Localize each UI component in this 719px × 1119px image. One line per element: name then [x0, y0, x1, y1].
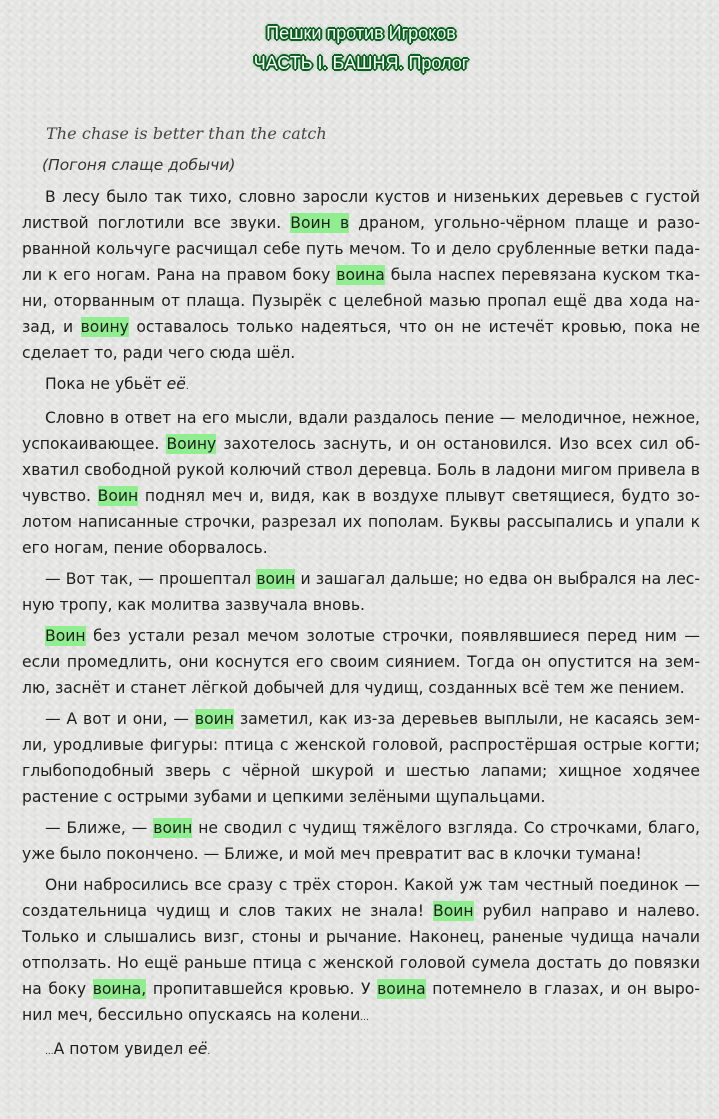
- ellipsis-mark: .: [185, 382, 189, 392]
- text-run: драном, угольно-чёрном плаще и разорванной кольчуге расчищал себе путь мечом. То и дело срубленные ветки падали к его ногам. Рана на правом боку: [22, 214, 700, 284]
- text-run: — Вот так, — прошептал: [45, 570, 257, 588]
- paragraph: [22, 371, 700, 400]
- text-run: Пока не убьёт: [45, 375, 167, 393]
- book-title: Пешки против Игроков: [266, 23, 456, 43]
- ellipsis-mark: ...: [45, 1047, 54, 1057]
- text-run: и зашагал дальше; но едва он выбрался на лесную тропу, как молитва зазвучала вновь.: [22, 570, 700, 614]
- highlighted-term: воина: [336, 266, 385, 284]
- paragraph: [22, 566, 700, 618]
- text-run: захотелось заснуть, и он остановился. Изо всех сил обхватил свободной рукой колючий ствол деревца. Боль в ладони мигом привела в чувство.: [22, 435, 700, 505]
- highlighted-term: воин: [194, 710, 234, 728]
- highlighted-term: Воин: [433, 902, 474, 920]
- epigraph-translation: (Погоня слаще добычи): [42, 156, 236, 174]
- text-run: пропитавшейся кровью. У: [146, 980, 378, 998]
- text-run: поднял меч и, видя, как в воздухе плывут светящиеся, будто золотом написанные строчки, разрезал их пополам. Буквы рассыпались и упали к его ногам, пение оборвалось.: [22, 487, 701, 557]
- chapter-body: [22, 184, 700, 1065]
- text-run: — Ближе, —: [45, 819, 154, 837]
- epigraph-english: The chase is better than the catch: [46, 124, 327, 143]
- highlighted-term: Воину: [166, 435, 217, 453]
- text-run: А потом увидел: [53, 1040, 189, 1058]
- text-run: Они набросились все сразу с трёх сторон. Какой уж там честный поединок — создательница чудищ и слов таких не знала!: [22, 876, 700, 920]
- paragraph: [22, 872, 700, 1031]
- paragraph: [22, 405, 700, 561]
- chapter-header: [22, 18, 700, 78]
- text-run: оставалось только надеяться, что он не истечёт кровью, пока не сделает то, ради чего сюда шёл.: [22, 318, 700, 362]
- ellipsis-mark: ...: [360, 1013, 369, 1023]
- highlighted-term: Воин: [97, 487, 139, 505]
- highlighted-term: воина: [377, 980, 426, 998]
- paragraph: [22, 706, 700, 810]
- text-run: была наспех перевязана куском ткани, оторванным от плаща. Пузырёк с целебной мазью пропал ещё два хода назад, и: [22, 266, 700, 336]
- text-run: без устали резал мечом золотые строчки, появлявшиеся перед ним — если промедлить, они коснутся его своим сиянием. Тогда он опустится на землю, заснёт и станет лёгкой добычей для чудищ, созданных всё тем же пением.: [22, 627, 700, 697]
- paragraph: [22, 184, 700, 366]
- highlighted-term: Воин в: [290, 214, 350, 232]
- emphasized-text: её: [188, 1040, 208, 1058]
- highlighted-term: воин: [153, 819, 193, 837]
- text-run: не сводил с чудищ тяжёлого взгляда. Со строчками, благо, уже было покончено. — Ближе, и мой меч превратит вас в клочки тумана!: [22, 819, 700, 863]
- paragraph: [22, 815, 700, 867]
- chapter-title: ЧАСТЬ I. БАШНЯ. Пролог: [253, 53, 469, 73]
- highlighted-term: воина,: [92, 980, 147, 998]
- ellipsis-mark: .: [207, 1047, 211, 1057]
- text-run: заметил, как из-за деревьев выплыли, не касаясь земли, уродливые фигуры: птица с женской головой, распростёршая острые когти; глыбоподобный зверь с чёрной шкурой и шестью лапами; хищное ходячее растение с острыми зубами и цепкими зелёными щупальцами.: [22, 710, 700, 806]
- text-run: В лесу было так тихо, словно заросли кустов и низеньких деревьев с густой листвой поглотили все звуки.: [22, 188, 700, 232]
- emphasized-text: её: [166, 375, 186, 393]
- highlighted-term: воину: [80, 318, 129, 336]
- paragraph: [22, 1036, 700, 1065]
- text-run: потемнело в глазах, и он выронил меч, бессильно опускаясь на колени: [22, 980, 700, 1024]
- text-run: — А вот и они, —: [45, 710, 195, 728]
- chapter-page: [22, 18, 700, 1070]
- highlighted-term: Воин: [45, 627, 86, 645]
- text-run: Словно в ответ на его мысли, вдали раздалось пение — мелодичное, нежное, успокаивающее.: [22, 409, 700, 453]
- text-run: рубил направо и налево. Только и слышались визг, стоны и рычание. Наконец, раненые чудища начали отползать. Но ещё раньше птица с женской головой сумела достать до повязки на боку: [22, 902, 700, 998]
- paragraph: [22, 623, 700, 701]
- highlighted-term: воин: [256, 570, 296, 588]
